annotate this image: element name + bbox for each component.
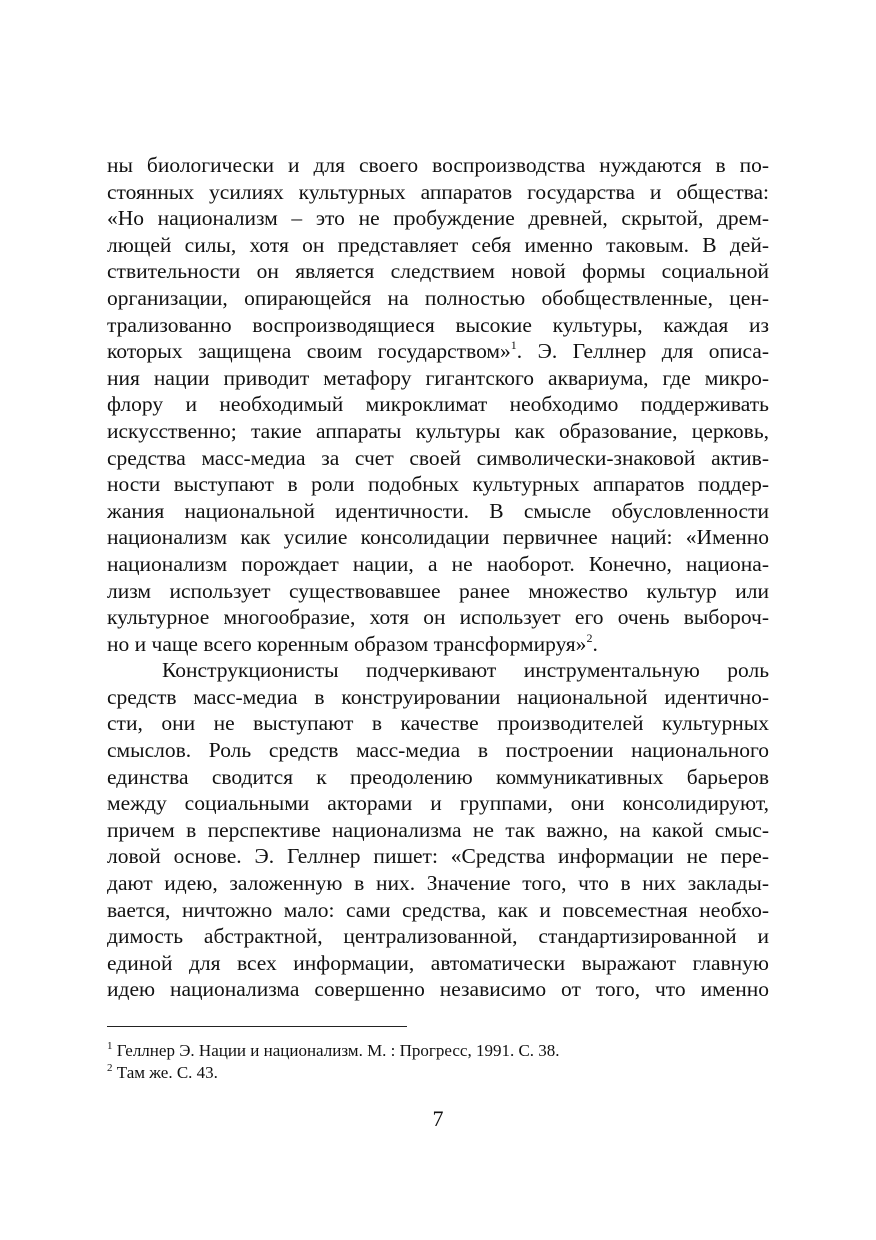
text-line: лющей силы, хотя он представляет себя именно таковым. В дей- bbox=[107, 232, 769, 257]
text-line: организации, опирающейся на полностью обобществленные, цен- bbox=[107, 285, 769, 310]
text-line: единой для всех информации, автоматически выражают главную bbox=[107, 950, 769, 975]
text-line: вается, ничтожно мало: сами средства, как и повсеместная необхо- bbox=[107, 897, 769, 922]
text-line: между социальными акторами и группами, они консолидируют, bbox=[107, 791, 769, 816]
text-line: искусственно; такие аппараты культуры как образование, церковь, bbox=[107, 418, 769, 443]
text-fragment: . Э. Геллнер для описа- bbox=[516, 339, 769, 364]
text-line: Конструкционисты подчеркивают инструментальную роль bbox=[162, 658, 769, 683]
text-line: димость абстрактной, централизованной, стандартизированной и bbox=[107, 924, 769, 949]
footnotes bbox=[107, 1040, 769, 1084]
text-line: национализм порождает нации, а не наоборот. Конечно, национа- bbox=[107, 551, 769, 576]
footnote-ref-2: 2 bbox=[586, 630, 593, 645]
text-line bbox=[107, 631, 769, 658]
text-line: «Но национализм – это не пробуждение древней, скрытой, дрем- bbox=[107, 206, 769, 231]
text-fragment: . bbox=[592, 631, 598, 656]
text-line: идею национализма совершенно независимо от того, что именно bbox=[107, 977, 769, 1002]
text-line: средства масс-медиа за счет своей символически-знаковой актив- bbox=[107, 445, 769, 470]
page-number: 7 bbox=[432, 1106, 444, 1131]
text-line: смыслов. Роль средств масс-медиа в построении национального bbox=[107, 738, 769, 763]
footnote-mark: 1 bbox=[107, 1040, 113, 1052]
text-line: средств масс-медиа в конструировании национальной идентично- bbox=[107, 684, 769, 709]
text-line: ны биологически и для своего воспроизводства нуждаются в по- bbox=[107, 153, 769, 177]
text-fragment: но и чаще всего коренным образом трансформируя» bbox=[107, 631, 587, 656]
text-line bbox=[107, 338, 769, 365]
text-line: ствительности он является следствием новой формы социальной bbox=[107, 259, 769, 284]
footnote-text: Там же. С. 43. bbox=[112, 1063, 218, 1082]
text-line: национализм как усилие консолидации первичнее наций: «Именно bbox=[107, 525, 769, 550]
text-line: причем в перспективе национализма не так важно, на какой смыс- bbox=[107, 817, 769, 842]
text-line: трализованно воспроизводящиеся высокие культуры, каждая из bbox=[107, 312, 769, 337]
text-line: лизм использует существовавшее ранее множество культур или bbox=[107, 578, 769, 603]
text-fragment: которых защищена своим государством» bbox=[107, 339, 511, 364]
text-line: сти, они не выступают в качестве производителей культурных bbox=[107, 711, 769, 736]
footnote-2 bbox=[107, 1062, 769, 1084]
text-line: единства сводится к преодолению коммуникативных барьеров bbox=[107, 764, 769, 789]
footnote-ref-1: 1 bbox=[510, 338, 517, 353]
footnote-1 bbox=[107, 1040, 769, 1062]
text-line: ловой основе. Э. Геллнер пишет: «Средства информации не пере- bbox=[107, 844, 769, 869]
text-line: ности выступают в роли подобных культурных аппаратов поддер- bbox=[107, 472, 769, 497]
footnote-divider bbox=[107, 1026, 407, 1027]
text-line: жания национальной идентичности. В смысле обусловленности bbox=[107, 498, 769, 523]
text-line: ния нации приводит метафору гигантского аквариума, где микро- bbox=[107, 365, 769, 390]
footnote-mark: 2 bbox=[107, 1062, 113, 1074]
text-line: стоянных усилиях культурных аппаратов государства и общества: bbox=[107, 179, 769, 204]
text-line: флору и необходимый микроклимат необходимо поддерживать bbox=[107, 392, 769, 417]
body-text bbox=[107, 152, 769, 1003]
text-line: дают идею, заложенную в них. Значение того, что в них заклады- bbox=[107, 871, 769, 896]
text-line: культурное многообразие, хотя он использует его очень выбороч- bbox=[107, 605, 769, 630]
footnote-text: Геллнер Э. Нации и национализм. М. : Прогресс, 1991. С. 38. bbox=[112, 1041, 560, 1060]
